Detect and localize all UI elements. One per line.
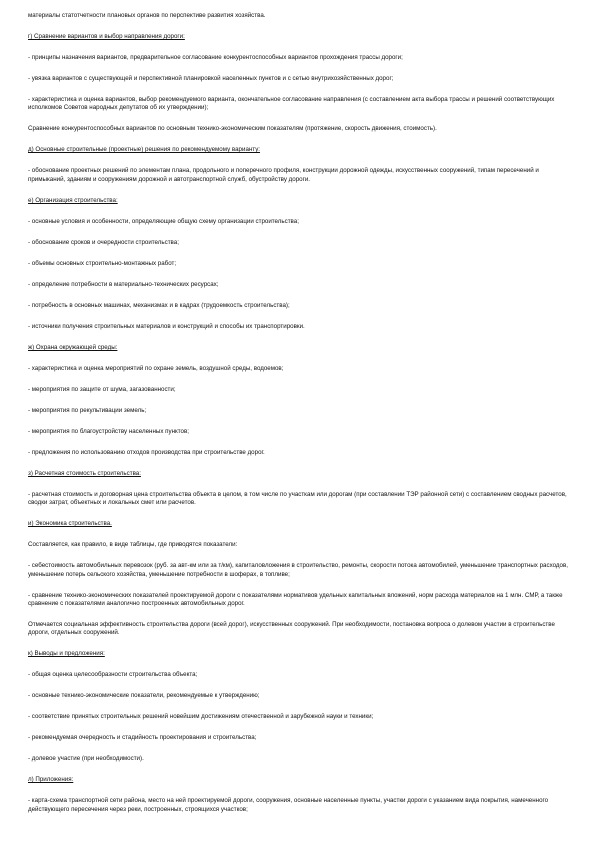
- section-heading: д) Основные строительные (проектные) решения по рекомендуемому варианту:: [28, 146, 261, 154]
- paragraph: материалы статотчетности плановых органов по перспективе развития хозяйства.: [28, 12, 266, 19]
- paragraph: Отмечается социальная эффективность строительства дороги (всей дорог), искусственных сооружений. При необходимости, постановка вопроса о долевом участии в строительстве дороги, отдельных сооружений.: [28, 621, 555, 637]
- paragraph: - обоснование сроков и очередности строительства;: [28, 238, 179, 246]
- paragraph: - обоснование проектных решений по элементам плана, продольного и поперечного профиля, конструкции дорожной одежды, искусственных сооружений, типам пересечений и примыканий, зданиям и сооружениям дорожной и автотранспортной служб, обустройству дороги.: [28, 167, 539, 183]
- section-heading: ж) Охрана окружающей среды:: [28, 343, 118, 351]
- paragraph: - характеристика и оценка мероприятий по охране земель, воздушной среды, водоемов;: [28, 364, 284, 372]
- paragraph: - мероприятия по рекультивации земель;: [28, 406, 147, 414]
- paragraph: Составляется, как правило, в виде таблицы, где приводятся показатели:: [28, 541, 238, 549]
- document-page: [28, 12, 568, 827]
- paragraph: - основные условия и особенности, определяющие общую схему организации строительства;: [28, 217, 299, 225]
- paragraph: - общая оценка целесообразности строительства объекта;: [28, 671, 198, 679]
- section-heading: и) Экономика строительства.: [28, 520, 112, 528]
- section-heading: е) Организация строительства:: [28, 196, 118, 204]
- paragraph: - источники получения строительных материалов и конструкций и способы их транспортировки.: [28, 322, 305, 330]
- paragraph: - принципы назначения вариантов, предварительное согласование конкурентоспособных вариантов прохождения трассы дороги;: [28, 54, 403, 61]
- paragraph: - себестоимость автомобильных перевозок (руб. за авт-км или за т/км), капиталовложения в строительство, ремонты, скорости потока автомобилей, уменьшение транспортных расходов, уменьшение потерь сельского хозяйства, уменьшение потребности в шоферах, в топливе;: [28, 562, 568, 578]
- section-heading: г) Сравнение вариантов и выбор направления дороги:: [28, 33, 185, 40]
- paragraph: - основные технико-экономические показатели, рекомендуемые к утверждению;: [28, 692, 260, 700]
- paragraph: Сравнение конкурентоспособных вариантов по основным технико-экономическим показателям (протяжение, скорость движения, стоимость).: [28, 125, 437, 133]
- paragraph: - карта-схема транспортной сети района, место на ней проектируемой дороги, сооружения, основные населенные пункты, участки дороги с указанием вида покрытия, намеченного действующего пересечения через реки, построенных, строящихся участков;: [28, 797, 549, 813]
- paragraph: - предложения по использованию отходов производства при строительстве дорог.: [28, 448, 265, 456]
- paragraph: - сравнение технико-экономических показателей проектируемой дороги с показателями нормативов удельных капитальных вложений, норм расхода материалов на 1 млн. СМР, а также сравнение с показателями аналогично построенных автомобильных дорог.: [28, 591, 563, 608]
- paragraph: - долевое участие (при необходимости).: [28, 755, 144, 763]
- paragraph: - характеристика и оценка вариантов, выбор рекомендуемого варианта, окончательное согласование направления (с составлением акта выбора трассы и решений соответствующих исполкомов Советов народных депутатов об их утверждении);: [28, 96, 555, 112]
- paragraph: - расчетная стоимость и договорная цена строительства объекта в целом, в том числе по участкам или дорогам (при составлении ТЭР районной сети) с составлением сводных расчетов, сводки затрат, объектных и локальных смет или расчетов.: [28, 490, 567, 507]
- paragraph: - увязка вариантов с существующей и перспективной планировкой населенных пунктов и с сетью внутрихозяйственных дорог;: [28, 75, 394, 82]
- paragraph: - объемы основных строительно-монтажных работ;: [28, 259, 177, 267]
- section-heading: з) Расчетная стоимость строительства:: [28, 469, 141, 477]
- paragraph: - рекомендуемая очередность и стадийность проектирования и строительства;: [28, 734, 257, 742]
- paragraph: - мероприятия по благоустройству населенных пунктов;: [28, 427, 190, 435]
- section-heading: к) Выводы и предложения:: [28, 650, 105, 658]
- paragraph: - потребность в основных машинах, механизмах и в кадрах (трудоемкость строительства);: [28, 301, 290, 309]
- paragraph: - мероприятия по защите от шума, загазованности;: [28, 385, 176, 393]
- paragraph: - соответствие принятых строительных решений новейшим достижениям отечественной и зарубежной науки и техники;: [28, 713, 374, 721]
- paragraph: - определение потребности в материально-технических ресурсах;: [28, 280, 219, 288]
- section-heading: л) Приложения:: [28, 776, 74, 784]
